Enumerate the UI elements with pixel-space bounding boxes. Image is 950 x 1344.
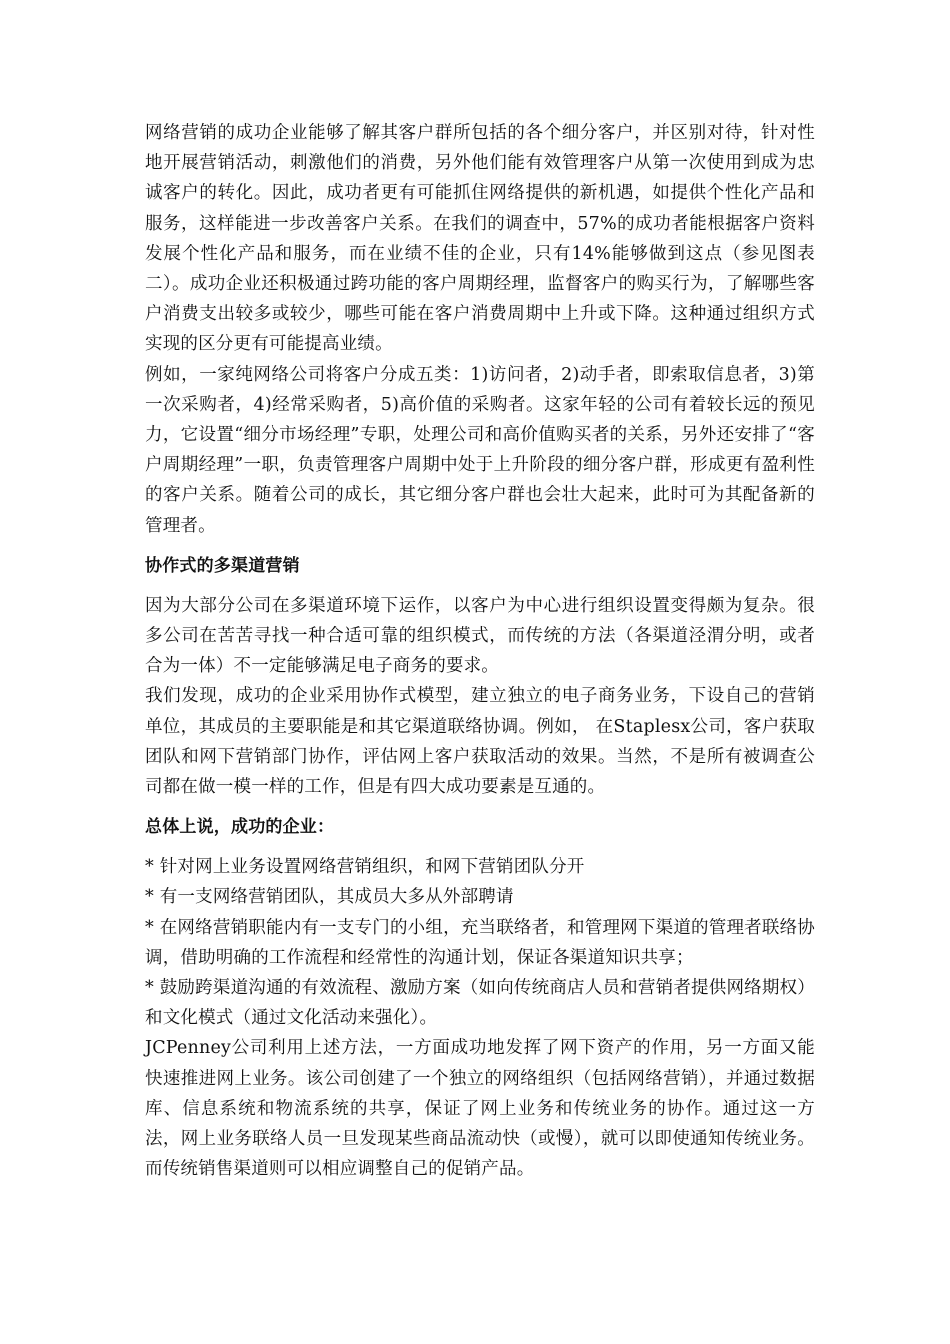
document-page xyxy=(145,118,815,1185)
bullet-list xyxy=(145,852,815,1033)
list-item: * 鼓励跨渠道沟通的有效流程、激励方案（如向传统商店人员和营销者提供网络期权）和文化模式（通过文化活动来强化）。 xyxy=(145,978,815,1029)
body-paragraph: 因为大部分公司在多渠道环境下运作，以客户为中心进行组织设置变得颇为复杂。很多公司在苦苦寻找一种合适可靠的组织模式，而传统的方法（各渠道泾渭分明，或者合为一体）不一定能够满足电子商务的要求。 xyxy=(145,595,815,677)
section-heading: 协作式的多渠道营销 xyxy=(145,555,300,576)
body-paragraph: JCPenney公司利用上述方法，一方面成功地发挥了网下资产的作用，另一方面又能快速推进网上业务。该公司创建了一个独立的网络组织（包括网络营销），并通过数据库、信息系统和物流系统的共享，保证了网上业务和传统业务的协作。通过这一方法，网上业务联络人员一旦发现某些商品流动快（或慢），就可以即使通知传统业务。而传统销售渠道则可以相应调整自己的促销产品。 xyxy=(145,1038,815,1180)
body-paragraph: 网络营销的成功企业能够了解其客户群所包括的各个细分客户，并区别对待，针对性地开展营销活动，刺激他们的消费，另外他们能有效管理客户从第一次使用到成为忠诚客户的转化。因此，成功者更有可能抓住网络提供的新机遇，如提供个性化产品和服务，这样能进一步改善客户关系。在我们的调查中，57%的成功者能根据客户资料发展个性化产品和服务，而在业绩不佳的企业，只有14%能够做到这点（参见图表二）。成功企业还积极通过跨功能的客户周期经理，监督客户的购买行为，了解哪些客户消费支出较多或较少，哪些可能在客户消费周期中上升或下降。这种通过组织方式实现的区分更有可能提高业绩。 xyxy=(145,123,815,355)
section-heading: 总体上说，成功的企业： xyxy=(145,817,335,838)
list-item: * 有一支网络营销团队，其成员大多从外部聘请 xyxy=(145,887,514,908)
list-item: * 在网络营销职能内有一支专门的小组，充当联络者，和管理网下渠道的管理者联络协调，借助明确的工作流程和经常性的沟通计划，保证各渠道知识共享； xyxy=(145,917,815,968)
body-paragraph: 我们发现，成功的企业采用协作式模型，建立独立的电子商务业务，下设自己的营销单位，其成员的主要职能是和其它渠道联络协调。例如， 在Staplesx公司，客户获取团队和网下营销部门协作，评估网上客户获取活动的效果。当然，不是所有被调查公司都在做一模一样的工作，但是有四大成功要素是互通的。 xyxy=(145,686,815,798)
list-item: * 针对网上业务设置网络营销组织，和网下营销团队分开 xyxy=(145,857,585,878)
body-paragraph: 例如，一家纯网络公司将客户分成五类：1)访问者，2)动手者，即索取信息者，3)第一次采购者，4)经常采购者，5)高价值的采购者。这家年轻的公司有着较长远的预见力，它设置“细分市场经理”专职，处理公司和高价值购买者的关系，另外还安排了“客户周期经理”一职，负责管理客户周期中处于上升阶段的细分客户群，形成更有盈利性的客户关系。随着公司的成长，其它细分客户群也会壮大起来，此时可为其配备新的管理者。 xyxy=(145,364,815,536)
